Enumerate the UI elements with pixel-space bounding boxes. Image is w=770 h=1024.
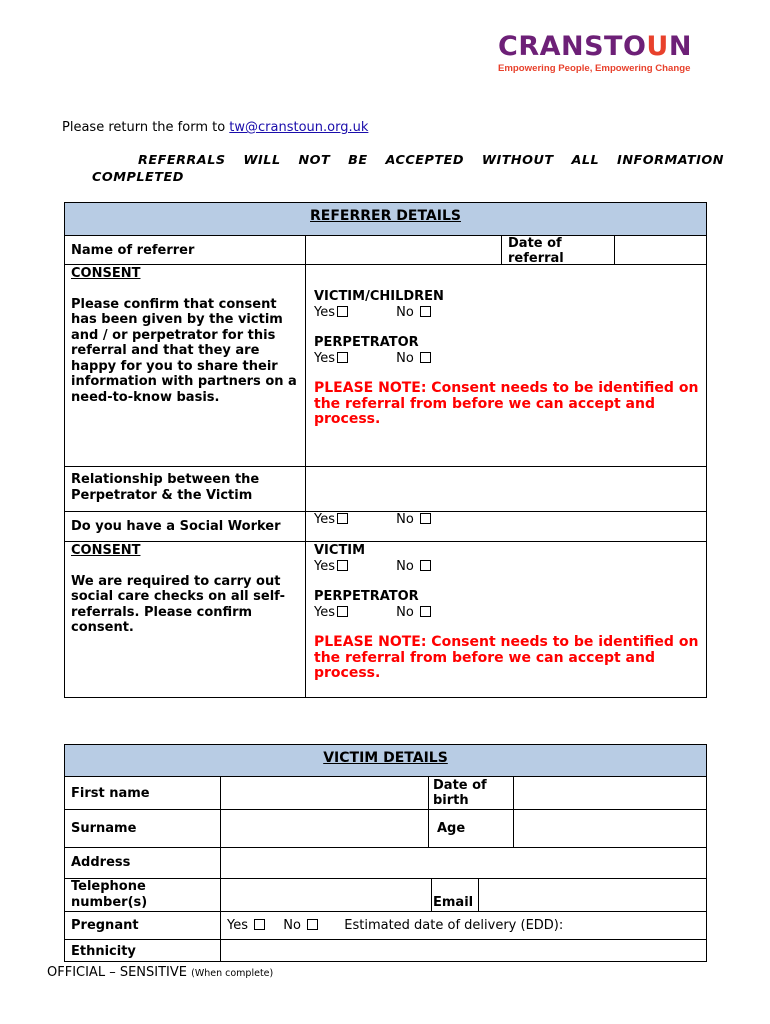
address-label: Address: [64, 847, 221, 879]
perpetrator2-yes-checkbox[interactable]: [337, 606, 348, 617]
consent2-options-cell: [305, 541, 707, 698]
pregnant-label: Pregnant: [64, 911, 221, 940]
victim-yes-checkbox[interactable]: [337, 560, 348, 571]
social-worker-label: Do you have a Social Worker: [64, 511, 306, 542]
date-of-referral-field[interactable]: [614, 235, 707, 265]
victim-children-yes-checkbox[interactable]: [337, 306, 348, 317]
victim-children-options: Yes No: [314, 305, 700, 321]
date-of-birth-field[interactable]: [513, 776, 707, 810]
date-of-birth-label: Date of birth: [428, 776, 514, 810]
consent2-cell: [64, 541, 306, 698]
social-worker-options: Yes No: [305, 511, 707, 542]
referrer-name-label: Name of referrer: [64, 235, 306, 265]
consent2-heading: CONSENT: [71, 543, 141, 558]
logo-tagline: Empowering People, Empowering Change: [498, 63, 691, 74]
surname-label: Surname: [64, 809, 221, 848]
perpetrator2-no-checkbox[interactable]: [420, 606, 431, 617]
relationship-label: Relationship between the Perpetrator & the Victim: [64, 466, 306, 512]
victim-consent-options: Yes No: [314, 559, 700, 575]
social-worker-no-checkbox[interactable]: [420, 513, 431, 524]
consent2-note: PLEASE NOTE: Consent needs to be identified on the referral from before we can accept and process.: [314, 634, 699, 681]
email-label: Email: [431, 878, 479, 912]
cranstoun-logo: [498, 32, 713, 74]
telephone-label: Telephone number(s): [64, 878, 221, 912]
address-field[interactable]: [220, 847, 707, 879]
pregnant-no-checkbox[interactable]: [307, 919, 318, 930]
first-name-label: First name: [64, 776, 221, 810]
classification-footer: OFFICIAL – SENSITIVE (When complete): [47, 965, 274, 980]
surname-field[interactable]: [220, 809, 429, 848]
consent-text: Please confirm that consent has been given by the victim and / or perpetrator for this referral and that they are happy for you to share their information with partners on a need-to-know basis.: [71, 296, 297, 405]
consent-options-cell: [305, 264, 707, 467]
victim-details-header: VICTIM DETAILS: [64, 744, 707, 777]
victim-label: VICTIM: [314, 543, 366, 558]
relationship-field[interactable]: [305, 466, 707, 512]
first-name-field[interactable]: [220, 776, 429, 810]
logo-wordmark: CRANSTOUN: [498, 31, 692, 62]
return-instruction: Please return the form to tw@cranstoun.org.uk: [62, 120, 369, 135]
consent-cell: [64, 264, 306, 467]
perpetrator2-options: Yes No: [314, 605, 700, 621]
edd-label: Estimated date of delivery (EDD):: [344, 918, 564, 933]
consent-note: PLEASE NOTE: Consent needs to be identified on the referral from before we can accept and process.: [314, 380, 699, 427]
perpetrator2-label: PERPETRATOR: [314, 589, 419, 604]
social-worker-yes-checkbox[interactable]: [337, 513, 348, 524]
referrer-details-header: REFERRER DETAILS: [64, 202, 707, 236]
consent2-text: We are required to carry out social care checks on all self-referrals. Please confirm consent.: [71, 573, 285, 635]
pregnant-options: Yes No Estimated date of delivery (EDD):: [220, 911, 707, 940]
return-email-link[interactable]: tw@cranstoun.org.uk: [229, 120, 369, 135]
perpetrator-options: Yes No: [314, 351, 700, 367]
email-field[interactable]: [478, 878, 707, 912]
victim-children-no-checkbox[interactable]: [420, 306, 431, 317]
perpetrator-label: PERPETRATOR: [314, 335, 419, 350]
victim-children-label: VICTIM/CHILDREN: [314, 289, 444, 304]
pregnant-yes-checkbox[interactable]: [254, 919, 265, 930]
perpetrator-no-checkbox[interactable]: [420, 352, 431, 363]
referrer-name-field[interactable]: [305, 235, 502, 265]
age-field[interactable]: [513, 809, 707, 848]
age-label: Age: [428, 809, 514, 848]
victim-no-checkbox[interactable]: [420, 560, 431, 571]
ethnicity-label: Ethnicity: [64, 939, 221, 962]
referral-warning: REFERRALS WILL NOT BE ACCEPTED WITHOUT ALL INFORMATION COMPLETED: [92, 153, 724, 185]
telephone-field[interactable]: [220, 878, 432, 912]
date-of-referral-label: Date of referral: [501, 235, 615, 265]
consent-heading: CONSENT: [71, 266, 141, 281]
perpetrator-yes-checkbox[interactable]: [337, 352, 348, 363]
ethnicity-field[interactable]: [220, 939, 707, 962]
